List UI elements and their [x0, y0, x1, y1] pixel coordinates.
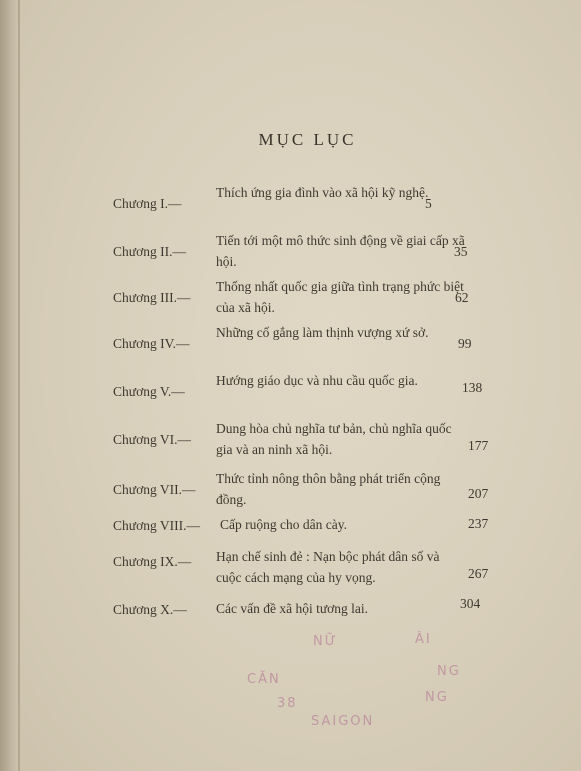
toc-entry-4 — [20, 322, 581, 368]
chapter-label: Chương V.— — [113, 384, 185, 399]
chapter-label: Chương VII.— — [113, 482, 196, 497]
chapter-title: Hạn chế sinh đẻ : Nạn bộc phát dân số và cuộc cách mạng của hy vọng. — [216, 549, 440, 585]
chapter-title: Thức tỉnh nông thôn bằng phát triển cộng đồng. — [216, 471, 441, 507]
chapter-page: 267 — [468, 566, 489, 581]
toc-entry-5 — [20, 370, 581, 416]
chapter-title: Thống nhất quốc gia giữa tình trạng phức biệt của xã hội. — [216, 279, 464, 315]
chapter-label: Chương IV.— — [113, 336, 190, 351]
toc-heading: MỤC LỤC — [258, 130, 357, 149]
chapter-label: Chương I.— — [113, 196, 182, 211]
chapter-label: Chương III.— — [113, 290, 191, 305]
chapter-label: Chương X.— — [113, 602, 187, 617]
library-stamp: NỮ ÂI CĂN NG 38 NG SAIGON — [247, 632, 461, 729]
chapter-page: 99 — [458, 336, 472, 351]
chapter-page: 207 — [468, 486, 489, 501]
toc-page — [20, 0, 581, 771]
chapter-page: 35 — [454, 244, 468, 259]
chapter-page: 62 — [455, 290, 469, 305]
toc-entry-6 — [20, 418, 581, 464]
chapter-title: Hướng giáo dục và nhu cầu quốc gia. — [216, 373, 418, 388]
chapter-title: Những cố gắng làm thịnh vượng xứ sở. — [216, 325, 429, 340]
chapter-page: 304 — [460, 596, 481, 611]
toc-entry-2 — [20, 230, 581, 276]
chapter-page: 5 — [425, 196, 432, 211]
chapter-label: Chương VI.— — [113, 432, 191, 447]
toc-entry-9 — [20, 546, 581, 592]
toc-entry-1 — [20, 182, 581, 228]
chapter-page: 138 — [462, 380, 483, 395]
toc-entry-7 — [20, 468, 581, 514]
chapter-title: Dung hòa chủ nghĩa tư bản, chủ nghĩa quốc gia và an ninh xã hội. — [216, 421, 452, 457]
toc-entry-3 — [20, 276, 581, 322]
chapter-label: Chương II.— — [113, 244, 186, 259]
chapter-page: 177 — [468, 438, 489, 453]
chapter-label: Chương IX.— — [113, 554, 192, 569]
chapter-page: 237 — [468, 516, 489, 531]
chapter-title: Tiến tới một mô thức sinh động về giai cấp xã hội. — [216, 233, 465, 269]
chapter-label: Chương VIII.— — [113, 518, 200, 533]
chapter-title: Thích ứng gia đình vào xã hội kỹ nghệ. — [216, 185, 429, 200]
chapter-title: Các vấn đề xã hội tương lai. — [216, 601, 369, 616]
chapter-title: Cấp ruộng cho dân cày. — [220, 517, 347, 532]
